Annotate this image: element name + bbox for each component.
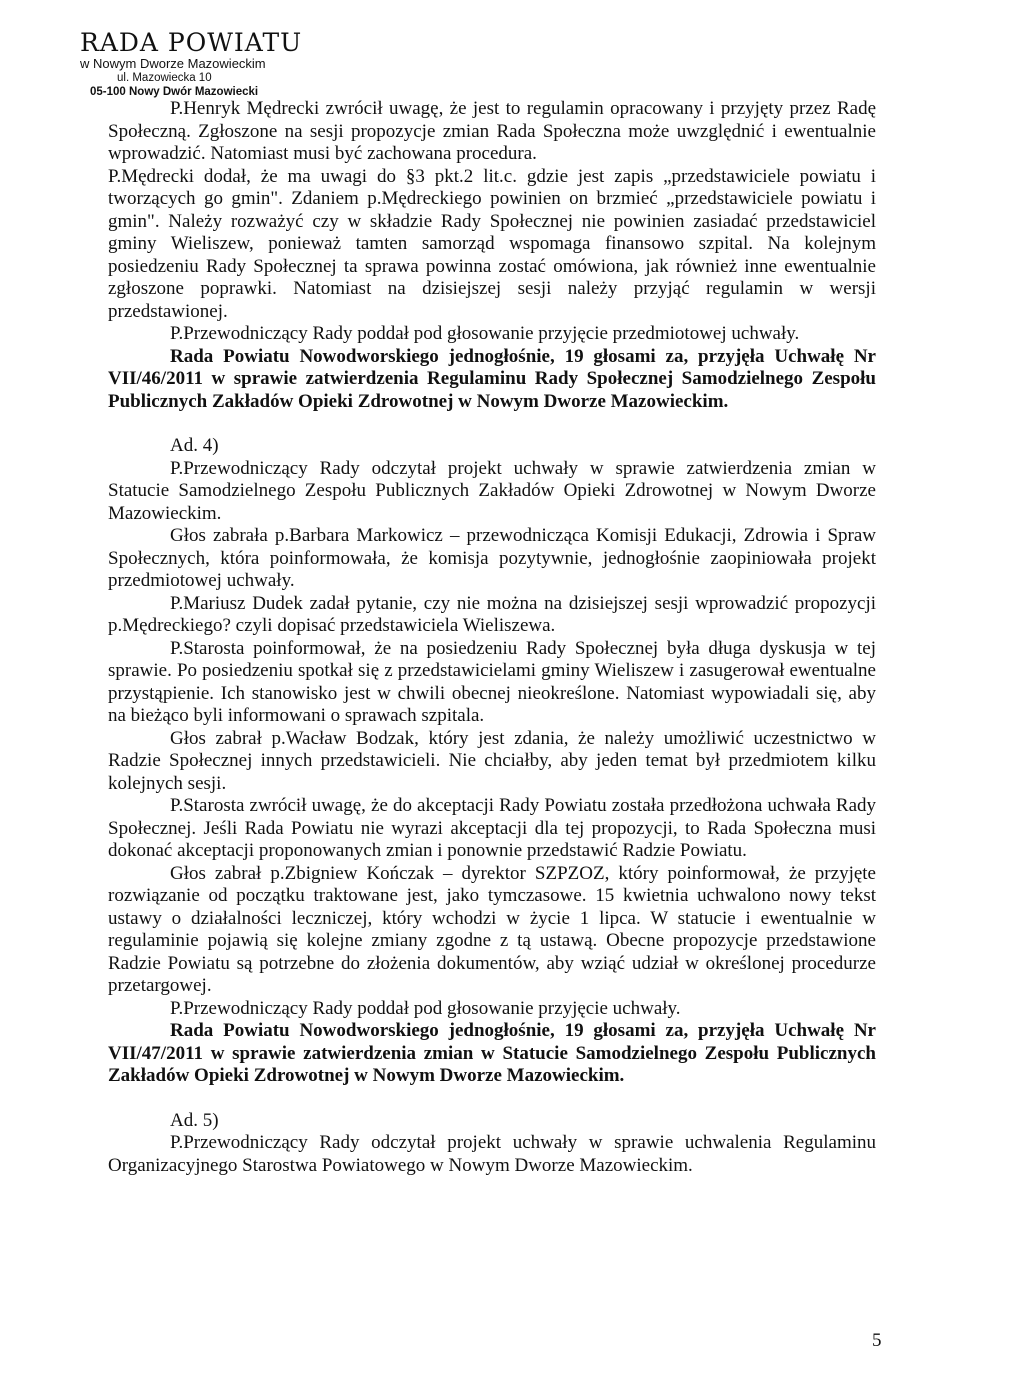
- paragraph: P.Przewodniczący Rady poddał pod głosowanie przyjęcie przedmiotowej uchwały.: [170, 323, 800, 344]
- document-body: [108, 98, 876, 1177]
- stamp-location: w Nowym Dworze Mazowieckim: [80, 56, 266, 71]
- council-stamp: [80, 30, 340, 99]
- resolution-paragraph: Rada Powiatu Nowodworskiego jednogłośnie, 19 głosami za, przyjęła Uchwałę Nr VII/46/2011 w sprawie zatwierdzenia Regulaminu Rady Społecznej Samodzielnego Zespołu Publicznych Zakładów Opieki Zdrowotnej w Nowym Dworze Mazowieckim.: [108, 345, 876, 412]
- paragraph: P.Przewodniczący Rady odczytał projekt uchwały w sprawie zatwierdzenia zmian w Statucie Samodzielnego Zespołu Publicznych Zakładów Opieki Zdrowotnej w Nowym Dworze Mazowieckim.: [108, 457, 876, 524]
- agenda-item-heading: Ad. 5): [170, 1109, 219, 1131]
- stamp-street: ul. Mazowiecka 10: [117, 72, 212, 84]
- paragraph: Głos zabrał p.Wacław Bodzak, który jest zdania, że należy umożliwić uczestnictwo w Radzie Społecznej innych przedstawicieli. Nie chciałby, aby jeden temat był przedmiotem kilku kolejnych sesji.: [108, 727, 876, 794]
- resolution-paragraph: Rada Powiatu Nowodworskiego jednogłośnie, 19 głosami za, przyjęła Uchwałę Nr VII/47/2011 w sprawie zatwierdzenia zmian w Statucie Samodzielnego Zespołu Publicznych Zakładów Opieki Zdrowotnej w Nowym Dworze Mazowieckim.: [108, 1020, 876, 1086]
- paragraph: P.Mariusz Dudek zadał pytanie, czy nie można na dzisiejszej sesji wprowadzić propozycji p.Mędreckiego? czyli dopisać przedstawiciela Wieliszewa.: [108, 592, 876, 636]
- stamp-title: RADA POWIATU: [80, 28, 303, 57]
- paragraph: Głos zabrał p.Zbigniew Kończak – dyrektor SZPZOZ, który poinformował, że przyjęte rozwiązanie od początku traktowane jest, jako tymczasowe. 15 kwietnia uchwalono nowy tekst ustawy o działalności leczniczej, który wchodzi w życie 1 lipca. W statucie i ewentualnie w regulaminie pojawią się kolejne zmiany zgodne z tą ustawą. Obecne propozycje przedstawione Radzie Powiatu są potrzebne do złożenia dokumentów, aby wziąć udział w określonej procedurze przetargowej.: [108, 862, 876, 996]
- paragraph: P.Henryk Mędrecki zwrócił uwagę, że jest to regulamin opracowany i przyjęty przez Radę Społeczną. Zgłoszone na sesji propozycje zmian Rada Społeczna może uwzględnić i ewentualnie wprowadzić. Natomiast musi być zachowana procedura.: [108, 98, 876, 164]
- paragraph: P.Mędrecki dodał, że ma uwagi do §3 pkt.2 lit.c. gdzie jest zapis „przedstawiciele powiatu i tworzących go gmin". Zdaniem p.Mędreckiego powinien on brzmieć „przedstawiciele powiatu i gmin". Należy rozważyć czy w składzie Rady Społecznej nie powinien zasiadać przedstawiciel gminy Wieliszew, ponieważ tamten samorząd wspomaga finansowo szpital. Na kolejnym posiedzeniu Rady Społecznej ta sprawa powinna zostać omówiona, jak również inne ewentualnie zgłoszone poprawki. Natomiast na dzisiejszej sesji należy przyjąć regulamin w wersji przedstawionej.: [108, 165, 876, 322]
- paragraph: P.Starosta poinformował, że na posiedzeniu Rady Społecznej była długa dyskusja w tej sprawie. Po posiedzeniu spotkał się z przedstawicielami gminy Wieliszew i zasugerował ewentualne przystąpienie. Ich stanowisko jest w chwili obecnej nieokreślone. Natomiast wypowiadali się, aby na bieżąco byli informowani o sprawach szpitala.: [108, 637, 876, 726]
- agenda-item-heading: Ad. 4): [170, 435, 219, 456]
- page-number: 5: [872, 1330, 882, 1351]
- paragraph: P.Starosta zwrócił uwagę, że do akceptacji Rady Powiatu została przedłożona uchwała Rady Społecznej. Jeśli Rada Powiatu nie wyrazi akceptacji dla tej propozycji, to Rada Społeczna musi dokonać akceptacji proponowanych zmian i ponownie przedstawić Radzie Powiatu.: [108, 795, 876, 861]
- stamp-postal: 05-100 Nowy Dwór Mazowiecki: [90, 86, 259, 98]
- paragraph: P.Przewodniczący Rady poddał pod głosowanie przyjęcie uchwały.: [170, 997, 681, 1019]
- paragraph: Głos zabrała p.Barbara Markowicz – przewodnicząca Komisji Edukacji, Zdrowia i Spraw Społecznych, która poinformowała, że komisja pozytywnie, jednogłośnie zaopiniowała projekt przedmiotowej uchwały.: [108, 525, 876, 591]
- paragraph: P.Przewodniczący Rady odczytał projekt uchwały w sprawie uchwalenia Regulaminu Organizacyjnego Starostwa Powiatowego w Nowym Dworze Mazowieckim.: [108, 1132, 876, 1176]
